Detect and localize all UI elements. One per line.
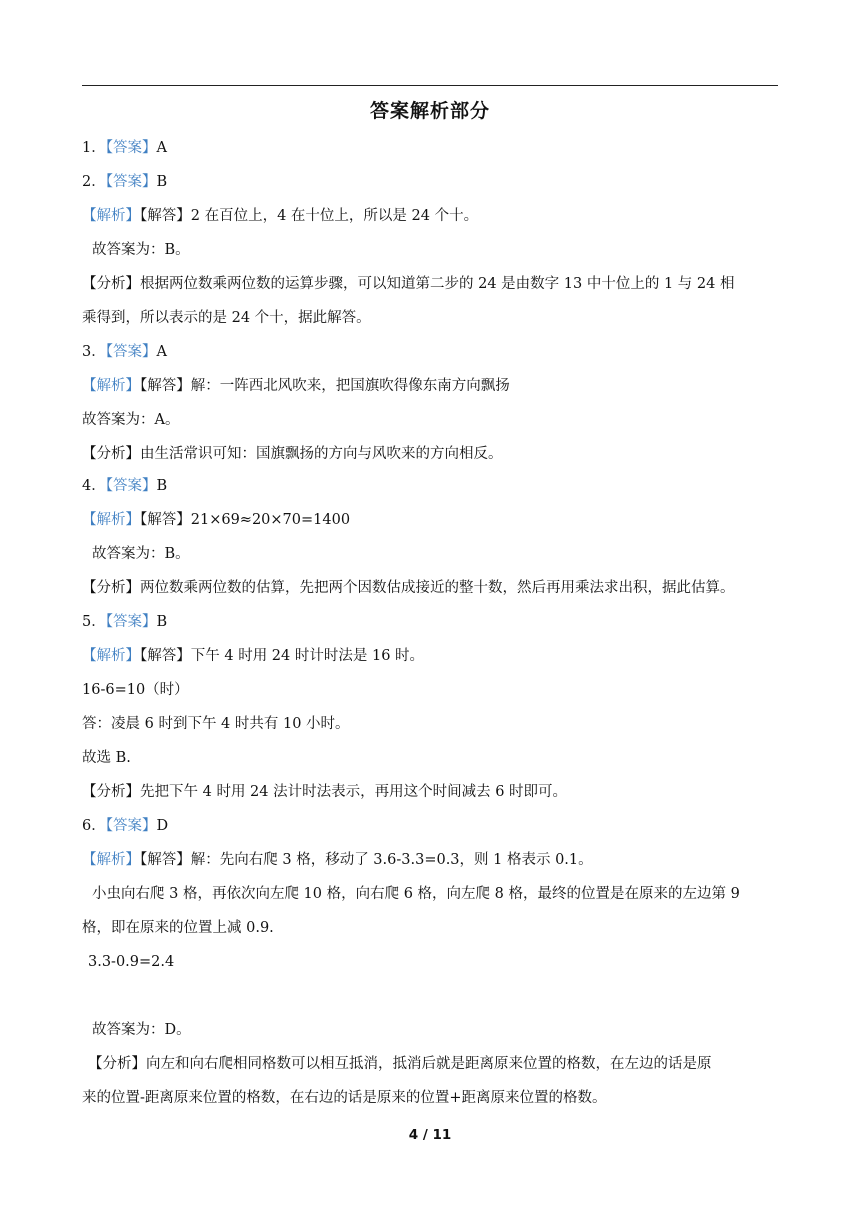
line-text: 1． bbox=[82, 140, 106, 156]
section-tag: 【答案】 bbox=[105, 614, 157, 630]
line-text: B bbox=[156, 174, 168, 190]
section-tag: 【答案】 bbox=[105, 344, 157, 360]
line-text: 6． bbox=[82, 818, 106, 834]
text-line bbox=[92, 1020, 191, 1040]
text-line bbox=[82, 510, 350, 530]
line-text: 故答案为：D。 bbox=[92, 1022, 191, 1038]
text-line bbox=[82, 646, 424, 666]
text-line bbox=[82, 850, 593, 870]
line-text: 16-6=10（时） bbox=[82, 682, 189, 698]
text-line bbox=[82, 578, 735, 598]
page-number: 4 / 11 bbox=[408, 1127, 452, 1143]
section-tag: 【答案】 bbox=[105, 140, 157, 156]
line-text: B bbox=[156, 478, 168, 494]
text-line bbox=[82, 1088, 607, 1108]
line-text: 故答案为：B。 bbox=[92, 546, 190, 562]
header-rule bbox=[82, 85, 778, 86]
text-line bbox=[88, 1054, 712, 1074]
text-line bbox=[88, 952, 174, 972]
section-tag: 【答案】 bbox=[105, 478, 157, 494]
text-line bbox=[82, 816, 168, 836]
section-tag: 【答案】 bbox=[105, 174, 157, 190]
line-text: 格，即在原来的位置上减 0.9. bbox=[82, 920, 274, 936]
section-tag: 【解析】 bbox=[82, 648, 140, 664]
section-tag: 【解析】 bbox=[82, 208, 140, 224]
line-text: 【分析】向左和向右爬相同格数可以相互抵消，抵消后就是距离原来位置的格数，在左边的话是原 bbox=[88, 1056, 712, 1072]
line-text: 答：凌晨 6 时到下午 4 时共有 10 小时。 bbox=[82, 716, 350, 732]
text-line bbox=[82, 308, 371, 328]
line-text: 【解答】21×69≈20×70=1400 bbox=[140, 512, 351, 528]
text-line bbox=[82, 138, 167, 158]
section-tag: 【解析】 bbox=[82, 852, 140, 868]
text-line bbox=[82, 918, 274, 938]
line-text: 【分析】两位数乘两位数的估算，先把两个因数估成接近的整十数，然后再用乘法求出积，据此估算。 bbox=[82, 580, 735, 596]
text-line bbox=[82, 206, 478, 226]
line-text: 5． bbox=[82, 614, 106, 630]
line-text: B bbox=[156, 614, 168, 630]
text-line bbox=[82, 444, 503, 464]
line-text: 【解答】下午 4 时用 24 时计时法是 16 时。 bbox=[140, 648, 425, 664]
line-text: 故答案为：A。 bbox=[82, 412, 180, 428]
line-text: 【分析】根据两位数乘两位数的运算步骤，可以知道第二步的 24 是由数字 13 中十位上的 1 与 24 相 bbox=[82, 276, 735, 292]
line-text: 乘得到，所以表示的是 24 个十，据此解答。 bbox=[82, 310, 371, 326]
text-line bbox=[82, 342, 167, 362]
page-title: 答案解析部分 bbox=[369, 100, 490, 122]
text-line bbox=[82, 376, 510, 396]
line-text: 故选 B. bbox=[82, 750, 131, 766]
line-text: 【解答】解：一阵西北风吹来，把国旗吹得像东南方向飘扬 bbox=[140, 378, 510, 394]
section-tag: 【解析】 bbox=[82, 512, 140, 528]
text-line bbox=[92, 544, 190, 564]
text-line bbox=[82, 410, 179, 430]
line-text: 4． bbox=[82, 478, 106, 494]
line-text: 故答案为：B。 bbox=[92, 242, 190, 258]
text-line bbox=[82, 714, 350, 734]
line-text: 【分析】由生活常识可知：国旗飘扬的方向与风吹来的方向相反。 bbox=[82, 446, 503, 462]
line-text: 【解答】2 在百位上，4 在十位上，所以是 24 个十。 bbox=[140, 208, 479, 224]
text-line bbox=[82, 680, 189, 700]
text-line bbox=[82, 476, 167, 496]
section-tag: 【解析】 bbox=[82, 378, 140, 394]
text-line bbox=[92, 240, 190, 260]
line-text: 2． bbox=[82, 174, 106, 190]
line-text: 来的位置-距离原来位置的格数，在右边的话是原来的位置+距离原来位置的格数。 bbox=[82, 1090, 607, 1106]
line-text: D bbox=[156, 818, 169, 834]
text-line bbox=[82, 274, 734, 294]
line-text: 小虫向右爬 3 格，再依次向左爬 10 格，向右爬 6 格，向左爬 8 格，最终的位置是在原来的左边第 9 bbox=[92, 886, 740, 902]
line-text: 【分析】先把下午 4 时用 24 法计时法表示，再用这个时间减去 6 时即可。 bbox=[82, 784, 568, 800]
text-line bbox=[82, 612, 167, 632]
line-text: A bbox=[156, 140, 167, 156]
text-line bbox=[82, 172, 167, 192]
line-text: 【解答】解：先向右爬 3 格，移动了 3.6-3.3=0.3，则 1 格表示 0.1。 bbox=[140, 852, 593, 868]
line-text: A bbox=[156, 344, 167, 360]
line-text: 3． bbox=[82, 344, 106, 360]
text-line bbox=[82, 748, 131, 768]
section-tag: 【答案】 bbox=[105, 818, 157, 834]
text-line bbox=[92, 884, 740, 904]
text-line bbox=[82, 782, 567, 802]
line-text: 3.3-0.9=2.4 bbox=[88, 954, 175, 970]
